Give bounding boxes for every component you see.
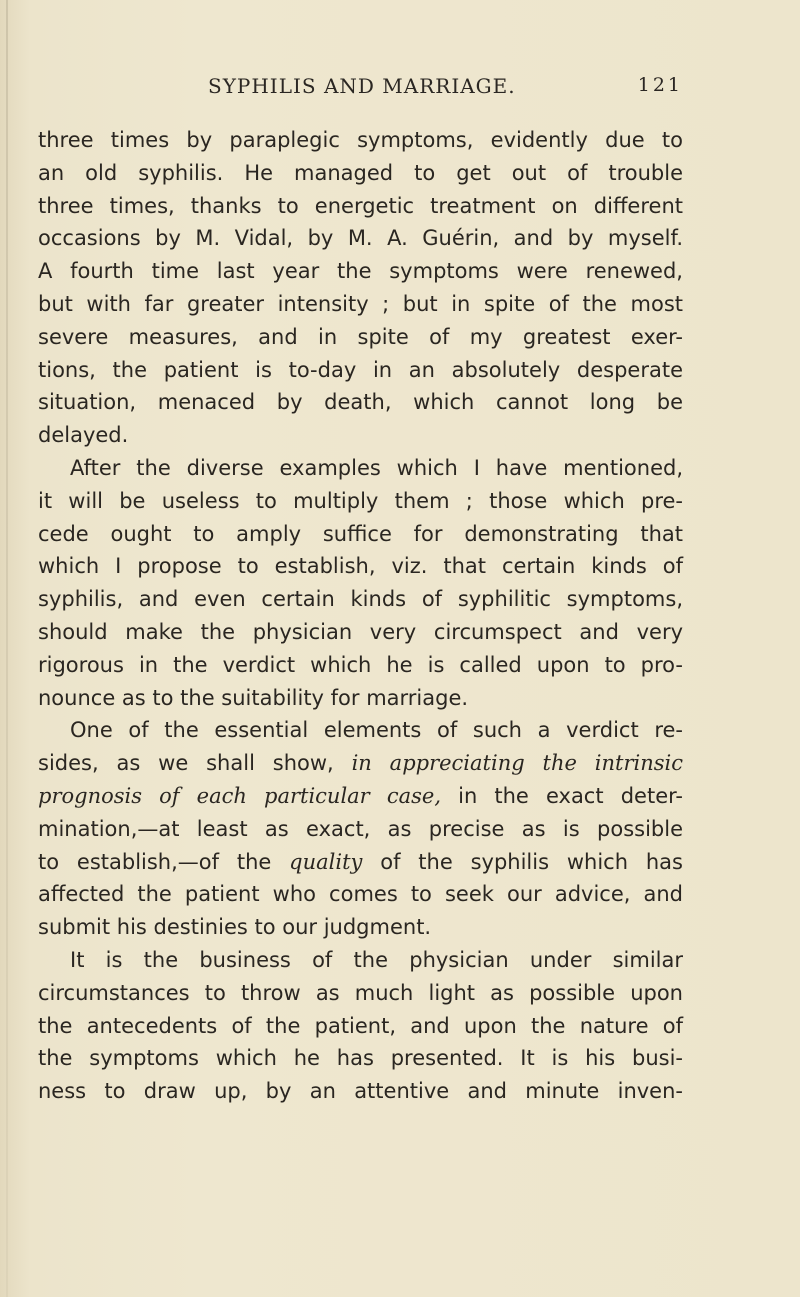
text-line: severe measures, and in spite of my greatest exer- (38, 324, 683, 349)
text-line: situation, menaced by death, which cannot long be (38, 390, 683, 415)
text-line: One of the essential elements of such a verdict re- (70, 718, 683, 743)
text-line: delayed. (38, 423, 129, 448)
text-line: it will be useless to multiply them ; those which pre- (38, 488, 683, 513)
italic-word: quality (289, 849, 363, 874)
italic-phrase: in appreciating the intrinsic (351, 751, 683, 776)
running-head: SYPHILIS AND MARRIAGE. (208, 74, 516, 98)
text-line (38, 747, 683, 780)
text-line: three times, thanks to energetic treatment on different (38, 193, 683, 218)
text-segment: to establish,—of the (38, 849, 272, 874)
text-segment: in the exact deter- (458, 783, 683, 808)
text-line: After the diverse examples which I have mentioned, (70, 455, 683, 480)
text-line: A fourth time last year the symptoms were renewed, (38, 259, 683, 284)
text-line: should make the physician very circumspect and very (38, 619, 683, 644)
text-line: circumstances to throw as much light as possible upon (38, 980, 683, 1005)
text-segment: of the syphilis which has (380, 849, 683, 874)
text-line: occasions by M. Vidal, by M. A. Guérin, and by myself. (38, 226, 683, 251)
text-line (38, 780, 683, 813)
text-line: rigorous in the verdict which he is called upon to pro- (38, 652, 683, 677)
text-line: It is the business of the physician under similar (70, 947, 683, 972)
text-line (38, 846, 683, 879)
text-line: three times by paraplegic symptoms, evidently due to (38, 128, 683, 152)
page-gutter (6, 0, 8, 1297)
text-line: ness to draw up, by an attentive and minute inven- (38, 1079, 683, 1104)
text-line: tions, the patient is to-day in an absolutely desperate (38, 357, 683, 382)
page-header (38, 74, 683, 104)
text-line: cede ought to amply suffice for demonstrating that (38, 521, 683, 546)
text-line: but with far greater intensity ; but in spite of the most (38, 291, 683, 316)
text-line: which I propose to establish, viz. that certain kinds of (38, 554, 683, 579)
text-line: nounce as to the suitability for marriage. (38, 685, 469, 710)
text-line: mination,—at least as exact, as precise as is possible (38, 816, 683, 841)
italic-phrase: prognosis of each particular case, (38, 783, 441, 808)
text-line: an old syphilis. He managed to get out of trouble (38, 160, 683, 185)
text-line: syphilis, and even certain kinds of syphilitic symptoms, (38, 587, 683, 612)
body-text (38, 124, 683, 1108)
text-segment: sides, as we shall show, (38, 751, 334, 776)
text-line: affected the patient who comes to seek our advice, and (38, 882, 683, 907)
text-line: the symptoms which he has presented. It is his busi- (38, 1046, 683, 1071)
page-number: 121 (637, 74, 683, 96)
text-line: the antecedents of the patient, and upon the nature of (38, 1013, 683, 1038)
text-line: submit his destinies to our judgment. (38, 915, 432, 940)
